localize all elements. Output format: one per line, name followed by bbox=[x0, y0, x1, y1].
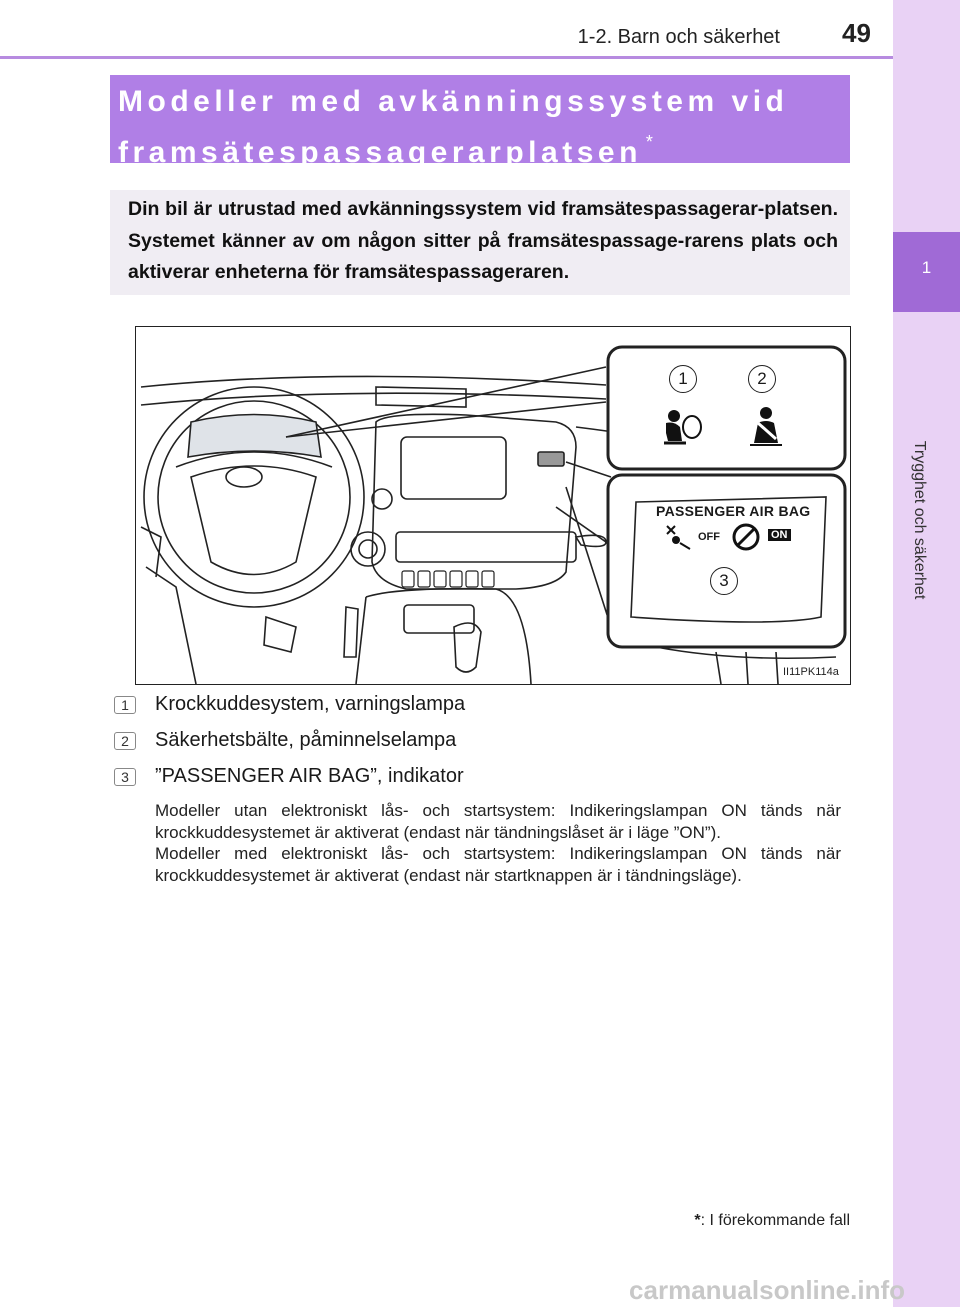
title-line-1: Modeller med avkänningssystem vid bbox=[118, 85, 789, 118]
title-line-2: framsätespassagerarplatsen * bbox=[118, 132, 653, 169]
item-number-3: 3 bbox=[112, 767, 138, 787]
footnote-text: : I förekommande fall bbox=[700, 1212, 850, 1229]
page-number: 49 bbox=[842, 18, 871, 48]
item-label-1: Krockkuddesystem, varningslampa bbox=[155, 693, 466, 715]
intro-text: Din bil är utrustad med avkänningssystem vid framsätespassagerar-platsen. Systemet känner av om någon sitter på framsätespassage-rarens plats och aktiverar enheterna för framsätespassageraren. bbox=[128, 198, 838, 283]
figure-code: II11PK114a bbox=[783, 666, 839, 678]
footnote-asterisk: * bbox=[694, 1212, 701, 1229]
item-number-1: 1 bbox=[112, 695, 138, 715]
item-label-2: Säkerhetsbälte, påminnelselampa bbox=[155, 729, 457, 751]
header-rule bbox=[0, 56, 893, 59]
airbag-off-icon bbox=[664, 523, 696, 551]
callout-1: 1 bbox=[669, 365, 697, 393]
description-paragraph-1: Modeller utan elektroniskt lås- och startsystem: Indikeringslampan ON tänds när krockkuddesystemet är aktiverat (endast när tändningslåset är i läge ”ON”). bbox=[155, 801, 841, 842]
section-title: 1-2. Barn och säkerhet bbox=[577, 26, 780, 48]
chapter-title: Trygghet och säkerhet bbox=[911, 440, 928, 600]
chapter-sidebar bbox=[893, 0, 960, 1307]
passenger-airbag-label: PASSENGER AIR BAG bbox=[656, 503, 811, 519]
page-title bbox=[118, 82, 838, 173]
callout-3: 3 bbox=[710, 567, 738, 595]
on-indicator-label: ON bbox=[768, 529, 791, 541]
airbag-warning-icon bbox=[662, 407, 708, 449]
airbag-on-icon bbox=[732, 523, 764, 551]
chapter-number: 1 bbox=[921, 258, 932, 277]
seatbelt-reminder-icon bbox=[746, 405, 786, 449]
item-3-description bbox=[155, 800, 841, 886]
off-indicator-label: OFF bbox=[698, 531, 720, 543]
item-number-2: 2 bbox=[112, 731, 138, 751]
watermark: carmanualsonline.info bbox=[629, 1275, 905, 1305]
footnote-marker: * bbox=[645, 132, 653, 152]
dashboard-illustration bbox=[135, 326, 851, 685]
callout-2: 2 bbox=[748, 365, 776, 393]
item-label-3: ”PASSENGER AIR BAG”, indikator bbox=[155, 765, 464, 787]
description-paragraph-2: Modeller med elektroniskt lås- och startsystem: Indikeringslampan ON tänds när krockkuddesystemet är aktiverat (endast när startknappen är i tändningsläge). bbox=[155, 844, 841, 885]
footnote bbox=[0, 1212, 850, 1230]
